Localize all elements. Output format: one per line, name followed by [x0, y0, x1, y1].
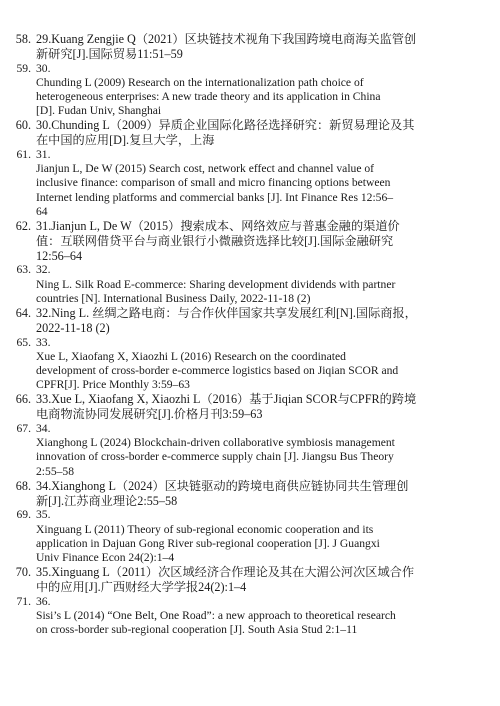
reference-text — [36, 392, 462, 422]
reference-item — [0, 422, 500, 479]
reference-line: 34.Xianghong L（2024）区块链驱动的跨境电商供应链协同共生管理创 — [36, 478, 409, 493]
reference-line: 新[J].江苏商业理论2:55–58 — [36, 493, 178, 508]
reference-item — [0, 595, 500, 638]
reference-number: 58. — [15, 32, 31, 46]
reference-line: 在中国的应用[D].复旦大学，上海 — [36, 133, 215, 148]
reference-text — [36, 595, 462, 638]
reference-item — [0, 263, 500, 306]
reference-line: CPFR[J]. Price Monthly 3:59–63 — [36, 378, 190, 392]
reference-line: Univ Finance Econ 24(2):1–4 — [36, 551, 175, 565]
reference-line: 36. — [36, 594, 51, 608]
reference-text — [36, 118, 462, 148]
reference-line: Jianjun L, De W (2015) Search cost, network effect and channel value of — [36, 162, 375, 176]
reference-item — [0, 392, 500, 422]
reference-line: 中的应用[J].广西财经大学学报24(2):1–4 — [36, 580, 247, 595]
reference-number: 66. — [15, 392, 31, 407]
reference-line: 12:56–64 — [36, 248, 83, 263]
reference-line: development of cross-border e-commerce logistics based on Jiqian SCOR and — [36, 364, 399, 378]
reference-text — [36, 306, 462, 336]
reference-line: application in Dajuan Gong River sub-regional cooperation [J]. J Guangxi — [36, 536, 380, 550]
reference-line: 32. — [36, 263, 51, 277]
reference-line: 新研究[J].国际贸易11:51–59 — [36, 46, 183, 61]
reference-text — [36, 336, 462, 393]
reference-number: 71. — [16, 594, 31, 608]
reference-number: 67. — [16, 422, 31, 436]
reference-line: [D]. Fudan Univ, Shanghai — [36, 104, 162, 118]
reference-number: 61. — [16, 148, 31, 161]
reference-line: Xue L, Xiaofang X, Xiaozhi L (2016) Research on the coordinated — [36, 349, 346, 363]
reference-line: 31. — [36, 148, 51, 161]
reference-number: 59. — [16, 61, 31, 75]
reference-line: Xianghong L (2024) Blockchain-driven collaborative symbiosis management — [36, 436, 395, 450]
reference-text — [36, 148, 462, 219]
reference-number: 60. — [15, 118, 31, 133]
reference-line: 31.Jianjun L, De W（2015）搜索成本、网络效应与普惠金融的渠道价 — [36, 219, 400, 234]
reference-line: Sisi’s L (2014) “One Belt, One Road”: a new approach to theoretical research — [36, 609, 396, 623]
reference-text — [36, 32, 462, 62]
reference-item — [0, 118, 500, 148]
reference-line: 35. — [36, 508, 51, 522]
reference-item — [0, 32, 500, 62]
reference-item — [0, 219, 500, 263]
reference-item — [0, 62, 500, 119]
reference-number: 65. — [16, 335, 31, 349]
reference-line: Internet lending platforms and commercial banks [J]. Int Finance Res 12:56– — [36, 190, 394, 204]
reference-line: 64 — [36, 204, 48, 218]
reference-line: 电商物流协同发展研究[J].价格月刊3:59–63 — [36, 407, 263, 422]
reference-line: countries [N]. International Business Daily, 2022-11-18 (2) — [36, 291, 311, 305]
reference-line: Chunding L (2009) Research on the internationalization path choice of — [36, 75, 364, 89]
reference-line: 30.Chunding L（2009）异质企业国际化路径选择研究：新贸易理论及其 — [36, 118, 415, 133]
reference-number: 70. — [15, 565, 31, 580]
reference-line: innovation of cross-border e-commerce supply chain [J]. Jiangsu Bus Theory — [36, 450, 394, 464]
reference-item — [0, 508, 500, 565]
reference-line: 值：互联网借贷平台与商业银行小微融资选择比较[J].国际金融研究 — [36, 233, 394, 248]
reference-item — [0, 336, 500, 393]
reference-line: Ning L. Silk Road E-commerce: Sharing development dividends with partner — [36, 277, 396, 291]
reference-text — [36, 508, 462, 565]
reference-item — [0, 565, 500, 595]
reference-item — [0, 148, 500, 219]
reference-line: 29.Kuang Zengjie Q（2021）区块链技术视角下我国跨境电商海关监管创 — [36, 32, 417, 46]
reference-text — [36, 422, 462, 479]
reference-line: 2:55–58 — [36, 464, 75, 478]
reference-line: 30. — [36, 61, 51, 75]
reference-number: 68. — [15, 478, 31, 493]
reference-line: 35.Xinguang L（2011）次区域经济合作理论及其在大湄公河次区域合作 — [36, 565, 415, 580]
reference-line: 2022-11-18 (2) — [36, 320, 110, 335]
reference-line: 33.Xue L, Xiaofang X, Xiaozhi L（2016）基于Jiqian SCOR与CPFR的跨境 — [36, 392, 417, 407]
reference-text — [36, 263, 462, 306]
reference-number: 69. — [16, 508, 31, 522]
reference-line: 33. — [36, 335, 51, 349]
reference-number: 62. — [15, 219, 31, 234]
reference-text — [36, 62, 462, 119]
reference-line: 34. — [36, 422, 51, 436]
reference-number: 64. — [15, 306, 31, 321]
reference-line: Xinguang L (2011) Theory of sub-regional economic cooperation and its — [36, 522, 374, 536]
reference-text — [36, 219, 462, 263]
reference-text — [36, 565, 462, 595]
reference-number: 63. — [16, 263, 31, 277]
reference-item — [0, 306, 500, 336]
reference-line: 32.Ning L. 丝绸之路电商：与合作伙伴国家共享发展红利[N].国际商报， — [36, 306, 417, 321]
reference-line: inclusive finance: comparison of small and micro financing options between — [36, 176, 391, 190]
reference-line: on cross-border sub-regional cooperation [J]. South Asia Stud 2:1–11 — [36, 623, 358, 637]
reference-item — [0, 479, 500, 509]
reference-line: heterogeneous enterprises: A new trade theory and its application in China — [36, 90, 381, 103]
reference-text — [36, 479, 462, 509]
reference-list — [0, 32, 500, 637]
